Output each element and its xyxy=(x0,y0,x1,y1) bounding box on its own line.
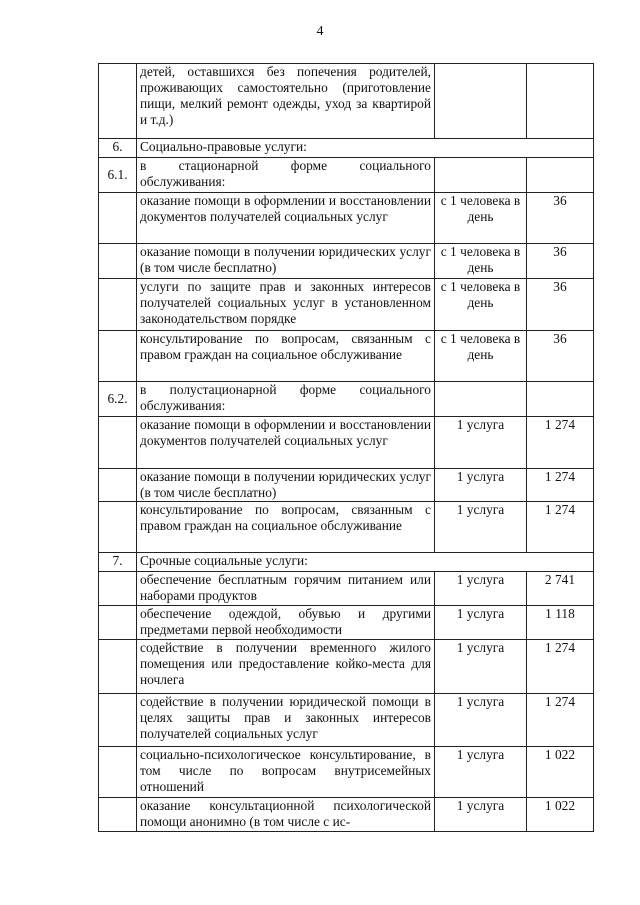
service-description: консультирование по вопросам, связанным с правом граждан на социальное обслуживание xyxy=(137,502,435,553)
table-row xyxy=(99,193,594,244)
table-row xyxy=(99,640,594,694)
row-number xyxy=(99,279,137,331)
service-tariff: 1 022 xyxy=(527,798,594,832)
service-description: содействие в получении временного жилого помещения или предоставление койко-места для ночлега xyxy=(137,640,435,694)
service-tariff: 36 xyxy=(527,193,594,244)
service-description: оказание помощи в получении юридических услуг (в том числе бесплатно) xyxy=(137,469,435,502)
service-unit: 1 услуга xyxy=(435,640,527,694)
service-description: детей, оставшихся без попечения родителей, проживающих самостоятельно (приготовление пищи, мелкий ремонт одежды, уход за квартирой и т.д.) xyxy=(137,64,435,139)
section-title: Социально-правовые услуги: xyxy=(137,139,594,158)
service-unit: с 1 человека в день xyxy=(435,244,527,279)
row-number xyxy=(99,694,137,747)
service-description: оказание помощи в оформлении и восстановлении документов получателей социальных услуг xyxy=(137,417,435,469)
services-table-body xyxy=(99,64,594,832)
service-description: оказание помощи в получении юридических услуг (в том числе бесплатно) xyxy=(137,244,435,279)
table-row xyxy=(99,694,594,747)
section-row xyxy=(99,139,594,158)
row-number xyxy=(99,572,137,606)
service-description: социально-психологическое консультирование, в том числе по вопросам внутрисемейных отношений xyxy=(137,747,435,798)
table-row xyxy=(99,502,594,553)
table-row xyxy=(99,382,594,417)
table-row xyxy=(99,798,594,832)
row-number xyxy=(99,606,137,640)
service-unit xyxy=(435,158,527,193)
table-row xyxy=(99,417,594,469)
service-description: содействие в получении юридической помощи в целях защиты прав и законных интересов получателей социальных услуг xyxy=(137,694,435,747)
table-row xyxy=(99,331,594,382)
row-number: 6. xyxy=(99,139,137,158)
service-description: в стационарной форме социального обслуживания: xyxy=(137,158,435,193)
table-row xyxy=(99,64,594,139)
service-unit: 1 услуга xyxy=(435,469,527,502)
service-unit: 1 услуга xyxy=(435,502,527,553)
row-number xyxy=(99,640,137,694)
page-number: 4 xyxy=(316,24,324,39)
service-tariff xyxy=(527,158,594,193)
table-row xyxy=(99,572,594,606)
service-unit xyxy=(435,64,527,139)
row-number: 6.2. xyxy=(99,382,137,417)
table-row xyxy=(99,469,594,502)
service-tariff: 1 274 xyxy=(527,694,594,747)
table-row xyxy=(99,606,594,640)
service-tariff: 1 274 xyxy=(527,502,594,553)
service-tariff: 2 741 xyxy=(527,572,594,606)
service-tariff: 1 274 xyxy=(527,640,594,694)
row-number xyxy=(99,469,137,502)
service-description: в полустационарной форме социального обслуживания: xyxy=(137,382,435,417)
service-unit xyxy=(435,382,527,417)
row-number: 6.1. xyxy=(99,158,137,193)
service-tariff: 1 274 xyxy=(527,417,594,469)
table-row xyxy=(99,158,594,193)
service-tariff xyxy=(527,64,594,139)
table-row xyxy=(99,747,594,798)
service-unit: с 1 человека в день xyxy=(435,193,527,244)
service-tariff xyxy=(527,382,594,417)
section-title: Срочные социальные услуги: xyxy=(137,553,594,572)
service-tariff: 36 xyxy=(527,331,594,382)
row-number xyxy=(99,331,137,382)
row-number xyxy=(99,502,137,553)
service-tariff: 36 xyxy=(527,279,594,331)
row-number: 7. xyxy=(99,553,137,572)
service-description: обеспечение бесплатным горячим питанием или наборами продуктов xyxy=(137,572,435,606)
service-description: оказание консультационной психологической помощи анонимно (в том числе с ис- xyxy=(137,798,435,832)
service-unit: 1 услуга xyxy=(435,417,527,469)
row-number xyxy=(99,64,137,139)
service-unit: 1 услуга xyxy=(435,798,527,832)
service-unit: 1 услуга xyxy=(435,694,527,747)
service-tariff: 1 118 xyxy=(527,606,594,640)
service-unit: 1 услуга xyxy=(435,747,527,798)
services-table xyxy=(98,63,594,832)
row-number xyxy=(99,747,137,798)
row-number xyxy=(99,244,137,279)
service-tariff: 1 022 xyxy=(527,747,594,798)
row-number xyxy=(99,798,137,832)
section-row xyxy=(99,553,594,572)
table-row xyxy=(99,244,594,279)
service-unit: 1 услуга xyxy=(435,606,527,640)
service-tariff: 1 274 xyxy=(527,469,594,502)
service-unit: 1 услуга xyxy=(435,572,527,606)
service-tariff: 36 xyxy=(527,244,594,279)
service-description: оказание помощи в оформлении и восстановлении документов получателей социальных услуг xyxy=(137,193,435,244)
service-description: услуги по защите прав и законных интересов получателей социальных услуг в установленном законодательством порядке xyxy=(137,279,435,331)
service-description: консультирование по вопросам, связанным с правом граждан на социальное обслуживание xyxy=(137,331,435,382)
row-number xyxy=(99,417,137,469)
row-number xyxy=(99,193,137,244)
service-unit: с 1 человека в день xyxy=(435,279,527,331)
service-unit: с 1 человека в день xyxy=(435,331,527,382)
table-row xyxy=(99,279,594,331)
service-description: обеспечение одеждой, обувью и другими предметами первой необходимости xyxy=(137,606,435,640)
